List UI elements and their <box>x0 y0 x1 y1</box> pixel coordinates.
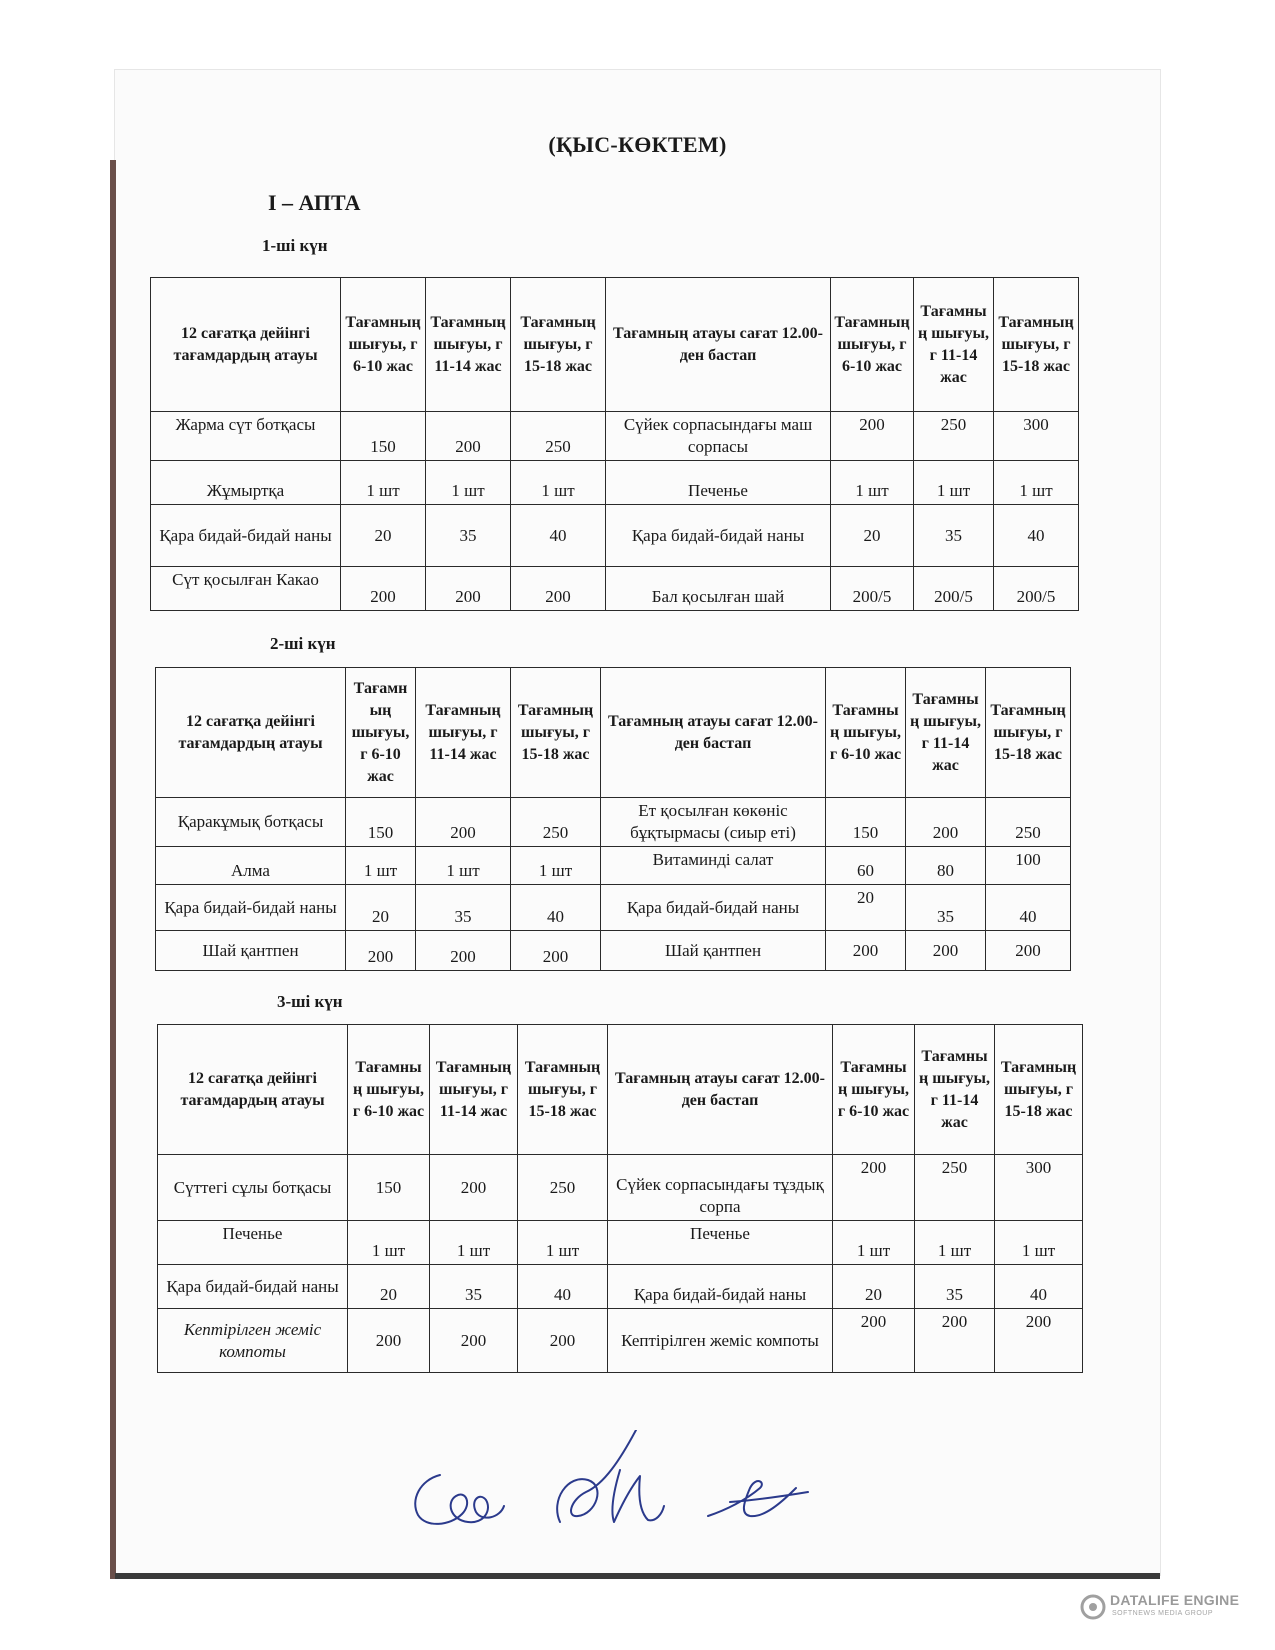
afternoon-yield-11-14: 1 шт <box>914 461 994 505</box>
table-row <box>156 885 1071 931</box>
header-yield-11-14: Тағамның шығуы, г 11-14 жас <box>426 278 511 412</box>
afternoon-yield-11-14: 200 <box>906 931 986 971</box>
morning-dish: Алма <box>156 847 346 885</box>
afternoon-yield-6-10: 1 шт <box>831 461 914 505</box>
header-yield-11-14: Тағамның шығуы, г 11-14 жас <box>906 668 986 798</box>
afternoon-yield-11-14: 80 <box>906 847 986 885</box>
afternoon-yield-6-10: 200 <box>833 1155 915 1221</box>
header-after-noon: Тағамның атауы сағат 12.00-ден бастап <box>601 668 826 798</box>
afternoon-yield-6-10: 1 шт <box>833 1221 915 1265</box>
table-row <box>158 1155 1083 1221</box>
afternoon-yield-15-18: 200 <box>995 1309 1083 1373</box>
table-header-row <box>158 1025 1083 1155</box>
day-1-label: 1-ші күн <box>262 236 328 255</box>
morning-dish: Қара бидай-бидай наны <box>156 885 346 931</box>
morning-yield-11-14: 1 шт <box>430 1221 518 1265</box>
afternoon-yield-11-14: 1 шт <box>915 1221 995 1265</box>
watermark-brand: DATALIFE ENGINE <box>1110 1592 1240 1608</box>
morning-yield-15-18: 200 <box>511 567 606 611</box>
morning-yield-11-14: 1 шт <box>426 461 511 505</box>
afternoon-dish: Печенье <box>608 1221 833 1265</box>
morning-yield-6-10: 1 шт <box>341 461 426 505</box>
afternoon-dish: Қара бидай-бидай наны <box>606 505 831 567</box>
afternoon-yield-6-10: 20 <box>831 505 914 567</box>
morning-yield-6-10: 150 <box>348 1155 430 1221</box>
afternoon-yield-15-18: 1 шт <box>994 461 1079 505</box>
afternoon-dish: Сүйек сорпасындағы маш сорпасы <box>606 412 831 461</box>
header-yield-11-14: Тағамның шығуы, г 11-14 жас <box>416 668 511 798</box>
morning-yield-15-18: 250 <box>518 1155 608 1221</box>
afternoon-yield-11-14: 35 <box>914 505 994 567</box>
afternoon-yield-15-18: 40 <box>995 1265 1083 1309</box>
morning-dish: Қара бидай-бидай наны <box>158 1265 348 1309</box>
afternoon-dish: Ет қосылған көкөніс бұқтырмасы (сиыр еті) <box>601 798 826 847</box>
afternoon-dish: Қара бидай-бидай наны <box>608 1265 833 1309</box>
morning-yield-6-10: 1 шт <box>346 847 416 885</box>
afternoon-dish: Қара бидай-бидай наны <box>601 885 826 931</box>
header-yield-6-10: Тағамның шығуы, г 6-10 жас <box>346 668 416 798</box>
watermark-subtitle: SOFTNEWS MEDIA GROUP <box>1112 1610 1214 1617</box>
morning-dish: Сүттегі сұлы ботқасы <box>158 1155 348 1221</box>
header-after-noon: Тағамның атауы сағат 12.00-ден бастап <box>606 278 831 412</box>
table-row <box>156 847 1071 885</box>
afternoon-yield-6-10: 200 <box>833 1309 915 1373</box>
afternoon-yield-15-18: 100 <box>986 847 1071 885</box>
table-row <box>158 1221 1083 1265</box>
header-before-noon: 12 сағатқа дейінгі тағамдардың атауы <box>151 278 341 412</box>
table-row <box>151 567 1079 611</box>
day-3-table <box>157 1024 1083 1373</box>
afternoon-yield-11-14: 200 <box>915 1309 995 1373</box>
morning-yield-11-14: 200 <box>416 798 511 847</box>
afternoon-yield-11-14: 35 <box>915 1265 995 1309</box>
morning-yield-11-14: 200 <box>426 567 511 611</box>
afternoon-dish: Витаминді салат <box>601 847 826 885</box>
morning-yield-11-14: 35 <box>430 1265 518 1309</box>
header-before-noon: 12 сағатқа дейінгі тағамдардың атауы <box>156 668 346 798</box>
morning-yield-6-10: 1 шт <box>348 1221 430 1265</box>
header-yield-6-10: Тағамның шығуы, г 6-10 жас <box>348 1025 430 1155</box>
watermark <box>1080 1590 1270 1626</box>
afternoon-yield-15-18: 40 <box>986 885 1071 931</box>
morning-yield-11-14: 200 <box>426 412 511 461</box>
afternoon-yield-11-14: 35 <box>906 885 986 931</box>
morning-yield-11-14: 200 <box>430 1155 518 1221</box>
morning-yield-6-10: 200 <box>346 931 416 971</box>
afternoon-yield-6-10: 200 <box>826 931 906 971</box>
header-yield-6-10: Тағамның шығуы, г 6-10 жас <box>341 278 426 412</box>
morning-yield-11-14: 35 <box>416 885 511 931</box>
afternoon-yield-11-14: 250 <box>914 412 994 461</box>
afternoon-yield-15-18: 40 <box>994 505 1079 567</box>
header-yield-11-14: Тағамның шығуы, г 11-14 жас <box>914 278 994 412</box>
table-row <box>151 412 1079 461</box>
afternoon-yield-15-18: 300 <box>994 412 1079 461</box>
document-title: (ҚЫС-КӨКТЕМ) <box>548 132 727 157</box>
table-row <box>151 505 1079 567</box>
header-after-noon: Тағамның атауы сағат 12.00-ден бастап <box>608 1025 833 1155</box>
afternoon-yield-15-18: 1 шт <box>995 1221 1083 1265</box>
morning-yield-15-18: 40 <box>511 885 601 931</box>
day-2-label: 2-ші күн <box>270 634 336 653</box>
morning-dish: Қара бидай-бидай наны <box>151 505 341 567</box>
table-row <box>156 798 1071 847</box>
morning-dish: Кептірілген жеміс компоты <box>158 1309 348 1373</box>
morning-dish: Сүт қосылған Какао <box>151 567 341 611</box>
table-header-row <box>156 668 1071 798</box>
afternoon-yield-6-10: 150 <box>826 798 906 847</box>
afternoon-yield-11-14: 200 <box>906 798 986 847</box>
signature-1 <box>415 1475 504 1524</box>
morning-yield-6-10: 200 <box>341 567 426 611</box>
morning-yield-6-10: 20 <box>348 1265 430 1309</box>
signature-3 <box>708 1481 808 1516</box>
afternoon-yield-15-18: 250 <box>986 798 1071 847</box>
watermark-logo-icon <box>1080 1594 1106 1620</box>
table-row <box>151 461 1079 505</box>
morning-yield-6-10: 200 <box>348 1309 430 1373</box>
table-row <box>158 1309 1083 1373</box>
signatures <box>400 1430 840 1540</box>
morning-yield-15-18: 1 шт <box>518 1221 608 1265</box>
table-header-row <box>151 278 1079 412</box>
morning-yield-6-10: 150 <box>346 798 416 847</box>
page-edge-bottom <box>115 1573 1160 1579</box>
morning-yield-11-14: 200 <box>416 931 511 971</box>
table-row <box>158 1265 1083 1309</box>
afternoon-dish: Шай қантпен <box>601 931 826 971</box>
morning-dish: Жарма сүт ботқасы <box>151 412 341 461</box>
morning-dish: Жұмыртқа <box>151 461 341 505</box>
week-heading: I – АПТА <box>268 190 361 215</box>
morning-yield-6-10: 150 <box>341 412 426 461</box>
afternoon-yield-11-14: 200/5 <box>914 567 994 611</box>
afternoon-yield-6-10: 20 <box>833 1265 915 1309</box>
morning-yield-15-18: 40 <box>511 505 606 567</box>
header-yield-15-18: Тағамның шығуы, г 15-18 жас <box>511 278 606 412</box>
morning-yield-15-18: 250 <box>511 798 601 847</box>
morning-yield-6-10: 20 <box>341 505 426 567</box>
morning-yield-15-18: 1 шт <box>511 847 601 885</box>
day-3-label: 3-ші күн <box>277 992 343 1011</box>
header-yield-15-18: Тағамның шығуы, г 15-18 жас <box>518 1025 608 1155</box>
afternoon-yield-15-18: 300 <box>995 1155 1083 1221</box>
morning-yield-15-18: 40 <box>518 1265 608 1309</box>
header-yield-15-18: Тағамның шығуы, г 15-18 жас <box>994 278 1079 412</box>
afternoon-yield-6-10: 20 <box>826 885 906 931</box>
header-yield-15-18: Тағамның шығуы, г 15-18 жас <box>995 1025 1083 1155</box>
morning-yield-15-18: 250 <box>511 412 606 461</box>
afternoon-dish: Печенье <box>606 461 831 505</box>
day-2-table <box>155 667 1071 971</box>
afternoon-yield-6-10: 200 <box>831 412 914 461</box>
header-yield-15-18: Тағамның шығуы, г 15-18 жас <box>986 668 1071 798</box>
morning-yield-6-10: 20 <box>346 885 416 931</box>
afternoon-yield-11-14: 250 <box>915 1155 995 1221</box>
header-yield-6-10: Тағамның шығуы, г 6-10 жас <box>833 1025 915 1155</box>
header-before-noon: 12 сағатқа дейінгі тағамдардың атауы <box>158 1025 348 1155</box>
header-yield-15-18: Тағамның шығуы, г 15-18 жас <box>511 668 601 798</box>
table-row <box>156 931 1071 971</box>
afternoon-dish: Сүйек сорпасындағы тұздық сорпа <box>608 1155 833 1221</box>
day-1-table <box>150 277 1079 611</box>
afternoon-dish: Кептірілген жеміс компоты <box>608 1309 833 1373</box>
afternoon-dish: Бал қосылған шай <box>606 567 831 611</box>
header-yield-11-14: Тағамның шығуы, г 11-14 жас <box>915 1025 995 1155</box>
afternoon-yield-6-10: 200/5 <box>831 567 914 611</box>
afternoon-yield-15-18: 200 <box>986 931 1071 971</box>
afternoon-yield-15-18: 200/5 <box>994 567 1079 611</box>
morning-yield-11-14: 200 <box>430 1309 518 1373</box>
morning-dish: Шай қантпен <box>156 931 346 971</box>
afternoon-yield-6-10: 60 <box>826 847 906 885</box>
header-yield-6-10: Тағамның шығуы, г 6-10 жас <box>831 278 914 412</box>
morning-yield-15-18: 200 <box>511 931 601 971</box>
signature-2 <box>557 1430 664 1522</box>
page-edge-left <box>110 160 116 1579</box>
morning-dish: Печенье <box>158 1221 348 1265</box>
morning-dish: Қаракұмық ботқасы <box>156 798 346 847</box>
morning-yield-15-18: 200 <box>518 1309 608 1373</box>
morning-yield-15-18: 1 шт <box>511 461 606 505</box>
header-yield-11-14: Тағамның шығуы, г 11-14 жас <box>430 1025 518 1155</box>
morning-yield-11-14: 35 <box>426 505 511 567</box>
header-yield-6-10: Тағамның шығуы, г 6-10 жас <box>826 668 906 798</box>
morning-yield-11-14: 1 шт <box>416 847 511 885</box>
